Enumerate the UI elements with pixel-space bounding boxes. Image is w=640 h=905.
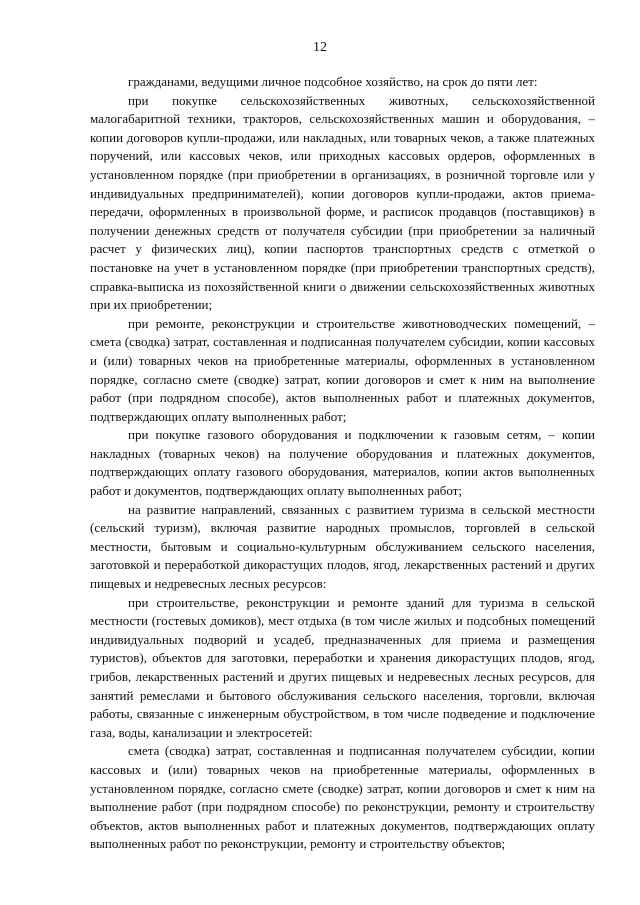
- paragraph-cost-estimate: смета (сводка) затрат, составленная и подписанная получателем субсидии, копии кассовых и (или) товарных чеков на приобретенные материалы, оформленных в установленном порядке, согласно смете (сводке) затрат, копии договоров и смет к ним на выполнение работ (при подрядном способе) по реконструкции, ремонту и строительству объектов, актов выполненных работ и платежных документов, подтверждающих оплату выполненных работ по реконструкции, ремонту и строительству объектов;: [90, 743, 595, 852]
- paragraph-livestock-purchase: при покупке сельскохозяйственных животных, сельскохозяйственной малогабаритной техники, тракторов, сельскохозяйственных машин и оборудования, – копии договоров купли-продажи, или накладных, или товарных чеков, а также платежных поручений, или кассовых чеков, или приходных кассовых ордеров, оформленных в установленном порядке (при приобретении в организациях, в розничной торговле или у индивидуальных предпринимателей), копии договоров купли-продажи, актов приема-передачи, оформленных в произвольной форме, и расписок продавцов (поставщиков) в получении денежных средств от получателя субсидии (при приобретении за наличный расчет у физических лиц), копии паспортов транспортных средств с отметкой о постановке на учет в установленном порядке (при приобретении транспортных средств), справка-выписка из похозяйственной книги о движении сельскохозяйственных животных при их приобретении;: [90, 92, 595, 313]
- page-number: 12: [313, 40, 327, 55]
- document-body: [90, 73, 595, 854]
- paragraph-intro: гражданами, ведущими личное подсобное хозяйство, на срок до пяти лет:: [128, 74, 538, 89]
- paragraph-gas-equipment: при покупке газового оборудования и подключении к газовым сетям, – копии накладных (товарных чеков) на получение оборудования и платежных документов, подтверждающих оплату газового оборудования, материалов, копии актов выполненных работ и документов, подтверждающих оплату выполненных работ;: [90, 427, 595, 499]
- paragraph-tourism-construction: при строительстве, реконструкции и ремонте зданий для туризма в сельской местности (гостевых домиков), мест отдыха (в том числе жилых и подсобных помещений индивидуальных подворий и усадеб, предназначенных для приема и размещения туристов), объектов для заготовки, переработки и хранения дикорастущих плодов, ягод, грибов, лекарственных растений и других пищевых и недревесных лесных ресурсов, для занятий ремеслами и бытового обслуживания сельского населения, торговли, включая работы, связанные с инженерным обустройством, в том числе подведение и подключение газа, воды, канализации и электросетей:: [90, 594, 595, 740]
- paragraph-rural-tourism: на развитие направлений, связанных с развитием туризма в сельской местности (сельский туризм), включая развитие народных промыслов, торговлей в сельской местности, бытовым и социально-культурным обслуживанием сельского населения, заготовкой и переработкой дикорастущих плодов, ягод, лекарственных растений и других пищевых и недревесных лесных ресурсов:: [90, 501, 595, 592]
- paragraph-livestock-buildings: при ремонте, реконструкции и строительстве животноводческих помещений, – смета (сводка) затрат, составленная и подписанная получателем субсидии, копии кассовых и (или) товарных чеков на приобретенные материалы, оформленных в установленном порядке, согласно смете (сводке) затрат, копии договоров и смет к ним на выполнение работ (при подрядном способе), актов выполненных работ и платежных документов, подтверждающих оплату выполненных работ;: [90, 315, 595, 424]
